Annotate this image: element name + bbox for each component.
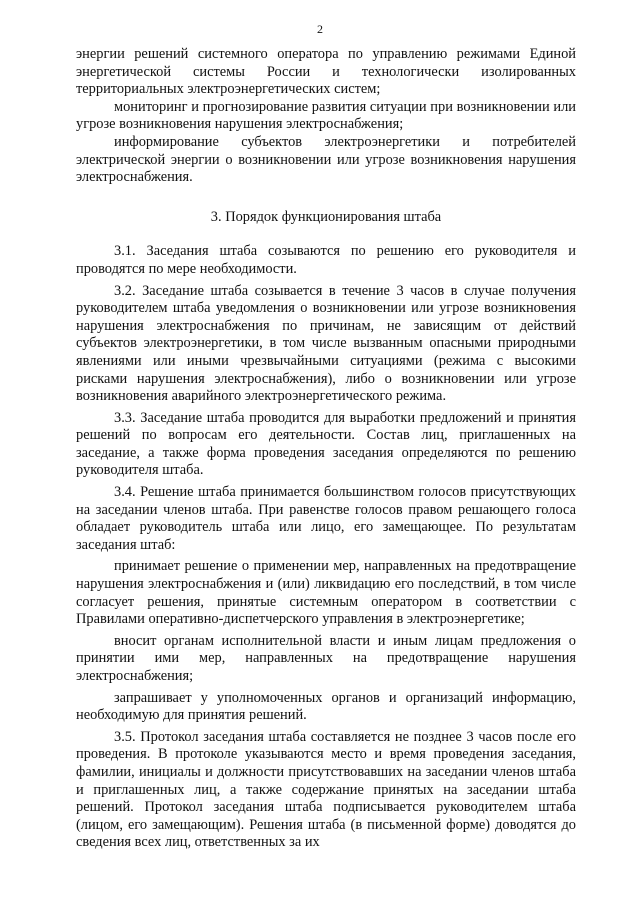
intro-item-informing: информирование субъектов электроэнергетики и потребителей электрической энергии о возникновении или угрозе возникновения нарушения электроснабжения. [76,133,576,186]
document-body [76,46,576,852]
intro-item-monitoring: мониторинг и прогнозирование развития ситуации при возникновении или угрозе возникновения нарушения электроснабжения; [76,98,576,133]
clause-3-3: 3.3. Заседание штаба проводится для выработки предложений и принятия решений по вопросам его деятельности. Состав лиц, приглашенных на заседание, а также форма проведения заседания определяются по решению руководителя штаба. [76,409,576,479]
section-heading: 3. Порядок функционирования штаба [210,208,442,225]
clause-3-5: 3.5. Протокол заседания штаба составляется не позднее 3 часов после его проведения. В протоколе указываются место и время проведения заседания, фамилии, инициалы и должности присутствовавших на заседании членов штаба и приглашенных лиц, а также содержание принятых на заседании штаба решений. Протокол заседания штаба подписывается руководителем штаба (лицом, его замещающим). Решения штаба (в письменной форме) доводятся до сведения всех лиц, ответственных за их [76,728,576,851]
clause-3-4-item-request: запрашивает у уполномоченных органов и организаций информацию, необходимую для принятия решений. [76,689,576,724]
clause-3-4-item-decision: принимает решение о применении мер, направленных на предотвращение нарушения электроснабжения и (или) ликвидацию его последствий, в том числе согласует решения, принятые системным оператором в соответствии с Правилами оперативно-диспетчерского управления в электроэнергетике; [76,558,576,628]
clause-3-4: 3.4. Решение штаба принимается большинством голосов присутствующих на заседании членов штаба. При равенстве голосов правом решающего голоса обладает руководитель штаба или лицо, его замещающее. По результатам заседания штаб: [76,484,576,553]
clause-3-4-item-proposals: вносит органам исполнительной власти и иным лицам предложения о принятии ими мер, направленных на предотвращение нарушения электроснабжения; [76,632,576,684]
clause-3-1: 3.1. Заседания штаба созываются по решению его руководителя и проводятся по мере необходимости. [76,243,576,277]
clause-3-2: 3.2. Заседание штаба созывается в течение 3 часов в случае получения руководителем штаба уведомления о возникновении или угрозе возникновения нарушения электроснабжения по причинам, не зависящим от действий субъектов электроэнергетики, в том числе вызванным опасными природными явлениями или иными чрезвычайными ситуациями (режима с высокими рисками нарушения электроснабжения), либо о возникновении или угрозе возникновения аварийного электроэнергетического режима. [76,282,576,405]
page-number: 2 [317,22,323,36]
intro-continuation: энергии решений системного оператора по управлению режимами Единой энергетической системы России и технологически изолированных территориальных электроэнергетических систем; [76,46,576,98]
